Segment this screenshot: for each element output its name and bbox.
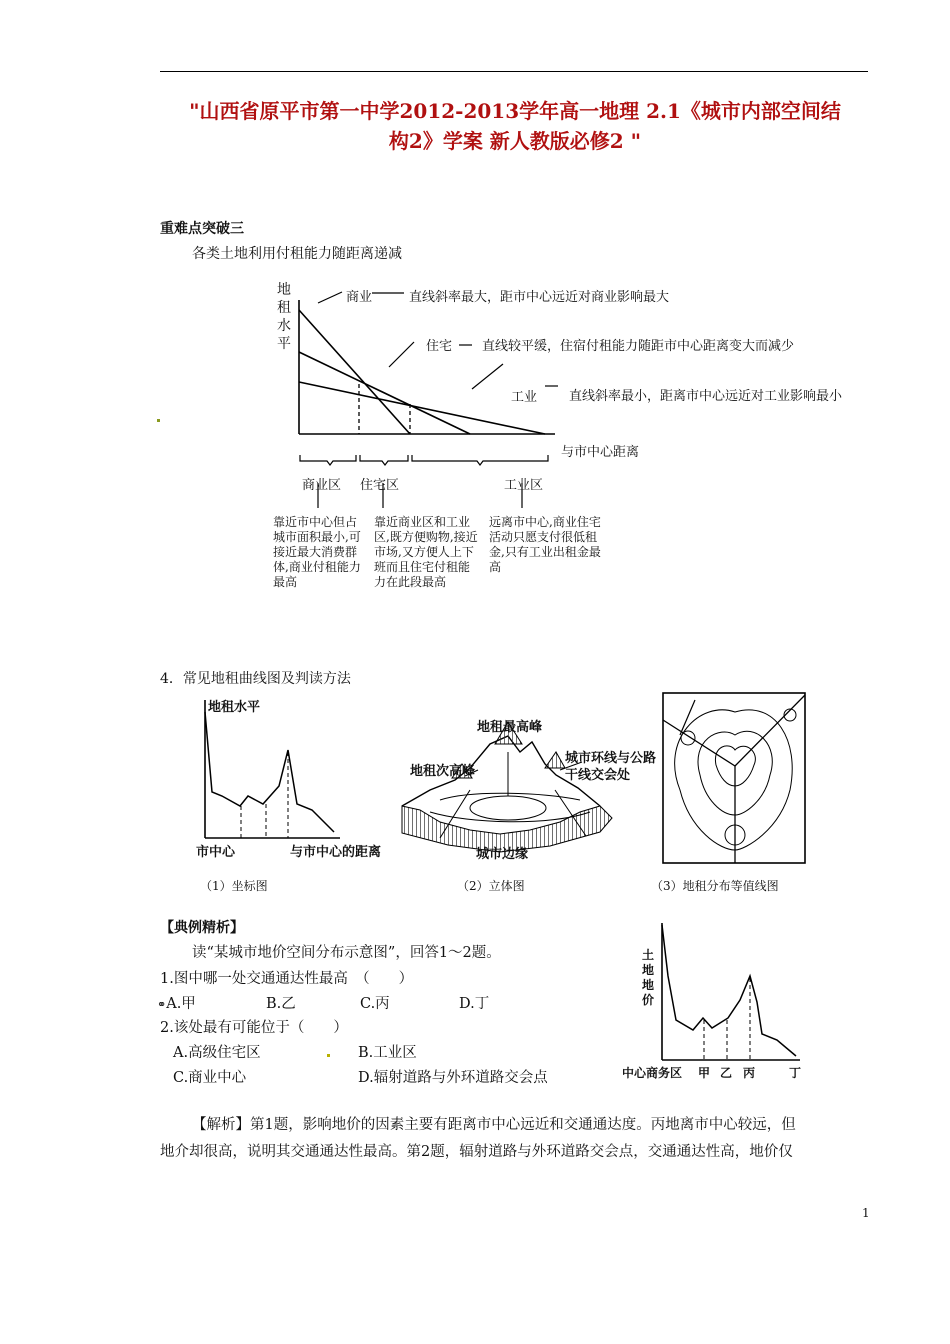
section3-heading: 重难点突破三: [160, 221, 244, 237]
option-marker-icon: ⚭: [157, 998, 167, 1011]
lp-y-char: 地: [641, 963, 654, 977]
industry-zone-description: 远离市中心,商业住宅活动只愿支付很低租金,只有工业出租金最高: [489, 515, 601, 574]
lp-x-label-bing: 丙: [743, 1066, 756, 1080]
industry-zone-label: 工业区: [504, 478, 544, 493]
lp-y-char: 土: [641, 948, 654, 962]
fig3-caption: （3）地租分布等值线图: [651, 879, 779, 893]
fig2-edge-label: 城市边缘: [476, 847, 529, 862]
lp-x-label-yi: 乙: [720, 1066, 733, 1080]
commerce-line-label: 商业: [346, 290, 373, 305]
section4-heading: 4．常见地租曲线图及判读方法: [160, 671, 351, 687]
x-axis-label: 与市中心距离: [561, 445, 640, 460]
lp-y-label: [640, 948, 656, 1008]
lp-y-char: 地: [641, 978, 654, 992]
q2-option-b: B.工业区: [358, 1045, 417, 1061]
fig2-top-label: 地租最高峰: [477, 720, 543, 735]
title-line-1: "山西省原平市第一中学2012-2013学年高一地理 2.1《城市内部空间结: [189, 99, 841, 123]
residence-zone-label: 住宅区: [360, 478, 400, 493]
q2-option-c: C.商业中心: [173, 1070, 247, 1086]
residence-line-note: 直线较平缓，住宿付租能力随距市中心距离变大而减少: [482, 339, 795, 354]
question-2: 2.该处最有可能位于（ ）: [160, 1020, 348, 1036]
residence-zone-description: 靠近商业区和工业区,既方便购物,接近市场,又方便人上下班而且住宅付租能力在此段最高: [374, 515, 478, 589]
question-1: 1.图中哪一处交通通达性最高 （ ）: [160, 971, 414, 987]
fig2-second-label: 地租次高峰: [410, 764, 476, 779]
fig1-y-label: 地租水平: [208, 700, 261, 715]
y-label-char: 水: [277, 318, 291, 334]
q1-option-a-text: A.甲: [166, 996, 196, 1012]
q1-option-c: C.丙: [360, 996, 390, 1012]
fig2-caption: （2）立体图: [457, 879, 525, 893]
y-label-char: 租: [277, 300, 291, 316]
example-heading: 【典例精析】: [160, 920, 244, 936]
example-intro: 读“某城市地价空间分布示意图”，回答1～2题。: [192, 945, 501, 961]
title-line-2: 构2》学案 新人教版必修2 ": [388, 129, 642, 153]
lp-y-char: 价: [641, 993, 654, 1007]
fig1-caption: （1）坐标图: [200, 879, 268, 893]
y-label-char: 地: [277, 282, 291, 298]
q1-option-d: D.丁: [459, 996, 490, 1012]
page-number: 1: [862, 1206, 870, 1220]
analysis-line-2: 地介却很高，说明其交通通达性最高。第2题，辐射道路与外环道路交会点，交通通达性高，地价仅: [160, 1144, 793, 1160]
lp-x-label-cbd: 中心商务区: [622, 1066, 683, 1080]
fig1-origin-label: 市中心: [196, 845, 236, 860]
commerce-zone-label: 商业区: [302, 478, 342, 493]
fig1-x-label: 与市中心的距离: [290, 845, 382, 860]
industry-line-label: 工业: [511, 390, 538, 405]
y-label-char: 平: [277, 336, 291, 352]
q2-option-a: A.高级住宅区: [173, 1045, 261, 1061]
industry-line-note: 直线斜率最小，距离市中心远近对工业影响最小: [569, 389, 843, 404]
analysis-line-1: 【解析】第1题，影响地价的因素主要有距离市中心远近和交通通达度。丙地离市中心较远，但: [192, 1117, 796, 1133]
q2-option-d: D.辐射道路与外环道路交会点: [358, 1070, 548, 1086]
lp-x-label-jia: 甲: [698, 1066, 711, 1080]
section3-subtitle: 各类土地利用付租能力随距离递减: [192, 246, 402, 262]
lp-curve: [662, 925, 796, 1056]
q1-option-b: B.乙: [266, 996, 296, 1012]
residence-line-label: 住宅: [426, 339, 453, 354]
commerce-line-note: 直线斜率最大，距市中心远近对商业影响最大: [409, 290, 670, 305]
commerce-zone-description: 靠近市中心但占城市面积最小,可接近最大消费群体,商业付租能力最高: [273, 515, 361, 589]
lp-x-label-ding: 丁: [789, 1066, 802, 1080]
fig2-ring-label: 城市环线与公路干线交会处: [565, 751, 657, 783]
